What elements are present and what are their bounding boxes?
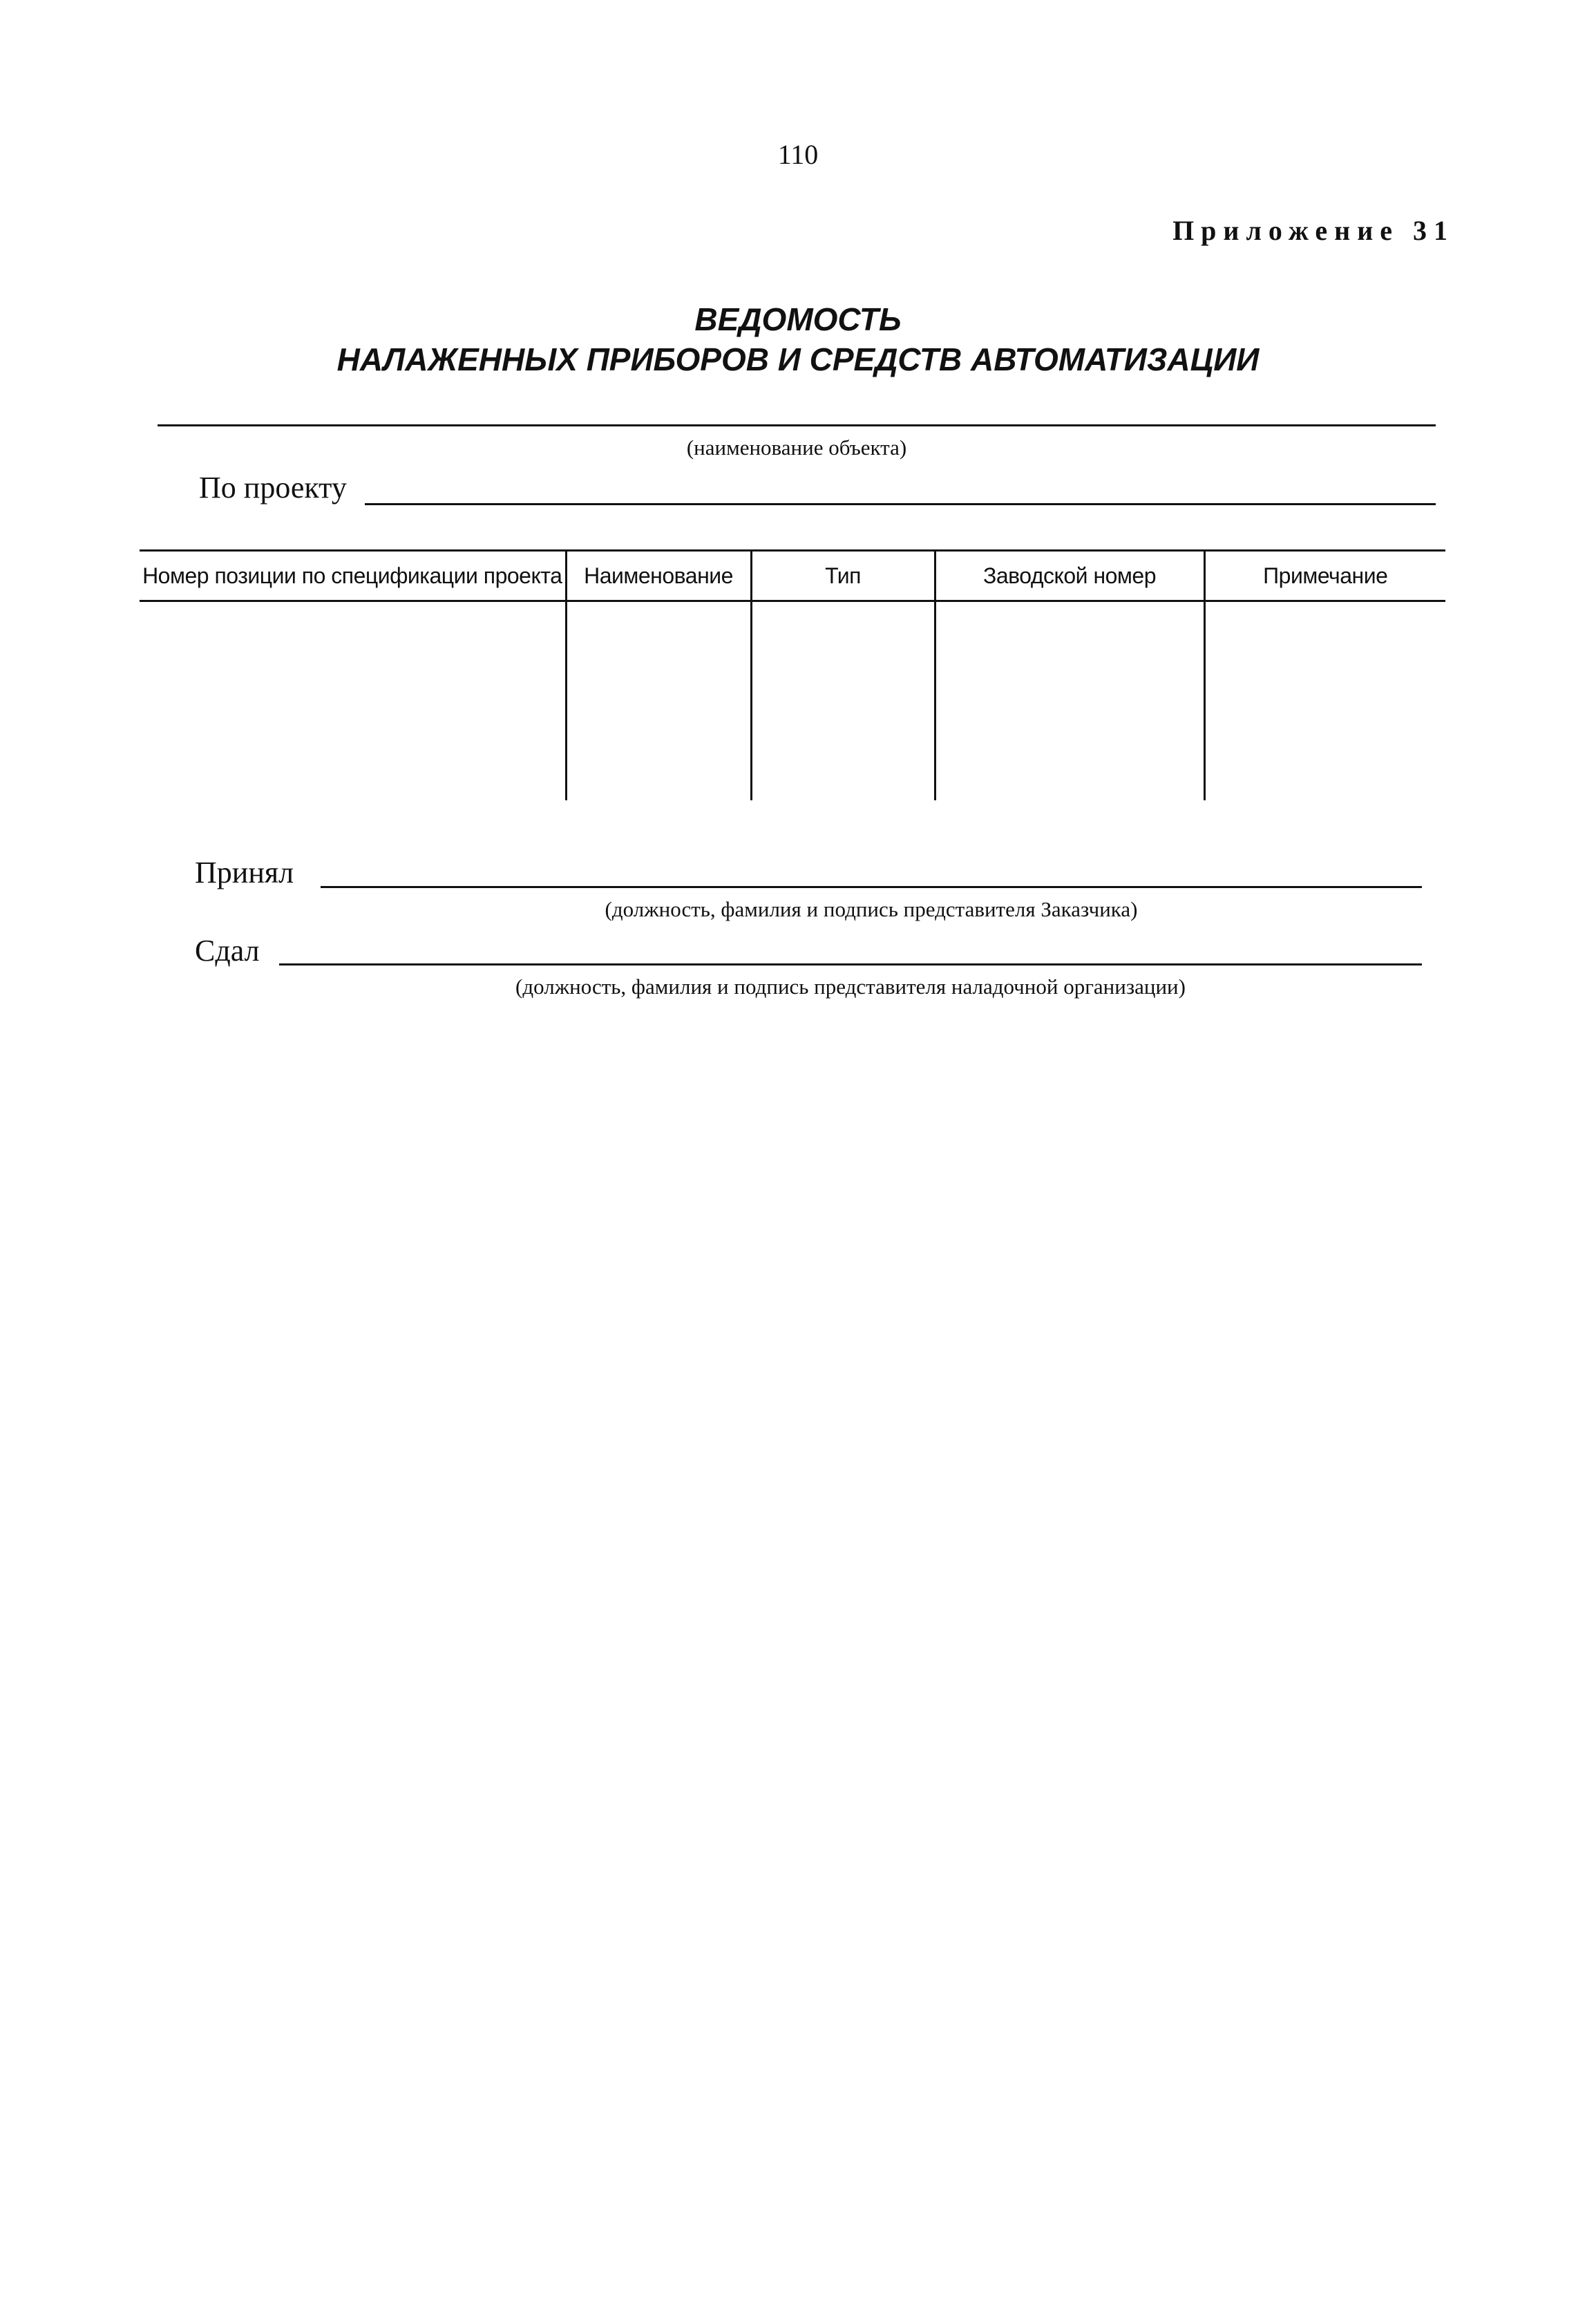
table-cell bbox=[140, 601, 566, 801]
column-header-serial-number: Заводской номер bbox=[935, 551, 1204, 601]
handed-label: Сдал bbox=[195, 934, 260, 968]
column-header-note: Примечание bbox=[1204, 551, 1445, 601]
column-header-type: Тип bbox=[751, 551, 935, 601]
handed-line bbox=[279, 963, 1422, 965]
table-cell bbox=[751, 601, 935, 801]
object-name-caption: (наименование объекта) bbox=[686, 435, 907, 460]
column-header-position-number: Номер позиции по спецификации проекта bbox=[140, 551, 566, 601]
table-cell bbox=[935, 601, 1204, 801]
project-label: По проекту bbox=[199, 471, 347, 505]
table-row bbox=[140, 601, 1445, 801]
table-cell bbox=[1204, 601, 1445, 801]
document-title-line-1: ВЕДОМОСТЬ bbox=[694, 301, 902, 337]
page-number: 110 bbox=[777, 139, 819, 170]
table-header-row bbox=[140, 551, 1445, 601]
document-title-line-2: НАЛАЖЕННЫХ ПРИБОРОВ И СРЕДСТВ АВТОМАТИЗАЦИИ bbox=[336, 341, 1260, 377]
table-cell bbox=[566, 601, 751, 801]
project-line bbox=[365, 503, 1436, 505]
appendix-label: Приложение 31 bbox=[1172, 215, 1454, 246]
object-name-line bbox=[158, 424, 1436, 426]
accepted-caption: (должность, фамилия и подпись представителя Заказчика) bbox=[605, 897, 1138, 921]
column-header-name: Наименование bbox=[566, 551, 751, 601]
devices-table bbox=[140, 549, 1445, 800]
accepted-label: Принял bbox=[195, 856, 294, 889]
handed-caption: (должность, фамилия и подпись представителя наладочной организации) bbox=[515, 974, 1186, 999]
accepted-line bbox=[321, 886, 1422, 888]
